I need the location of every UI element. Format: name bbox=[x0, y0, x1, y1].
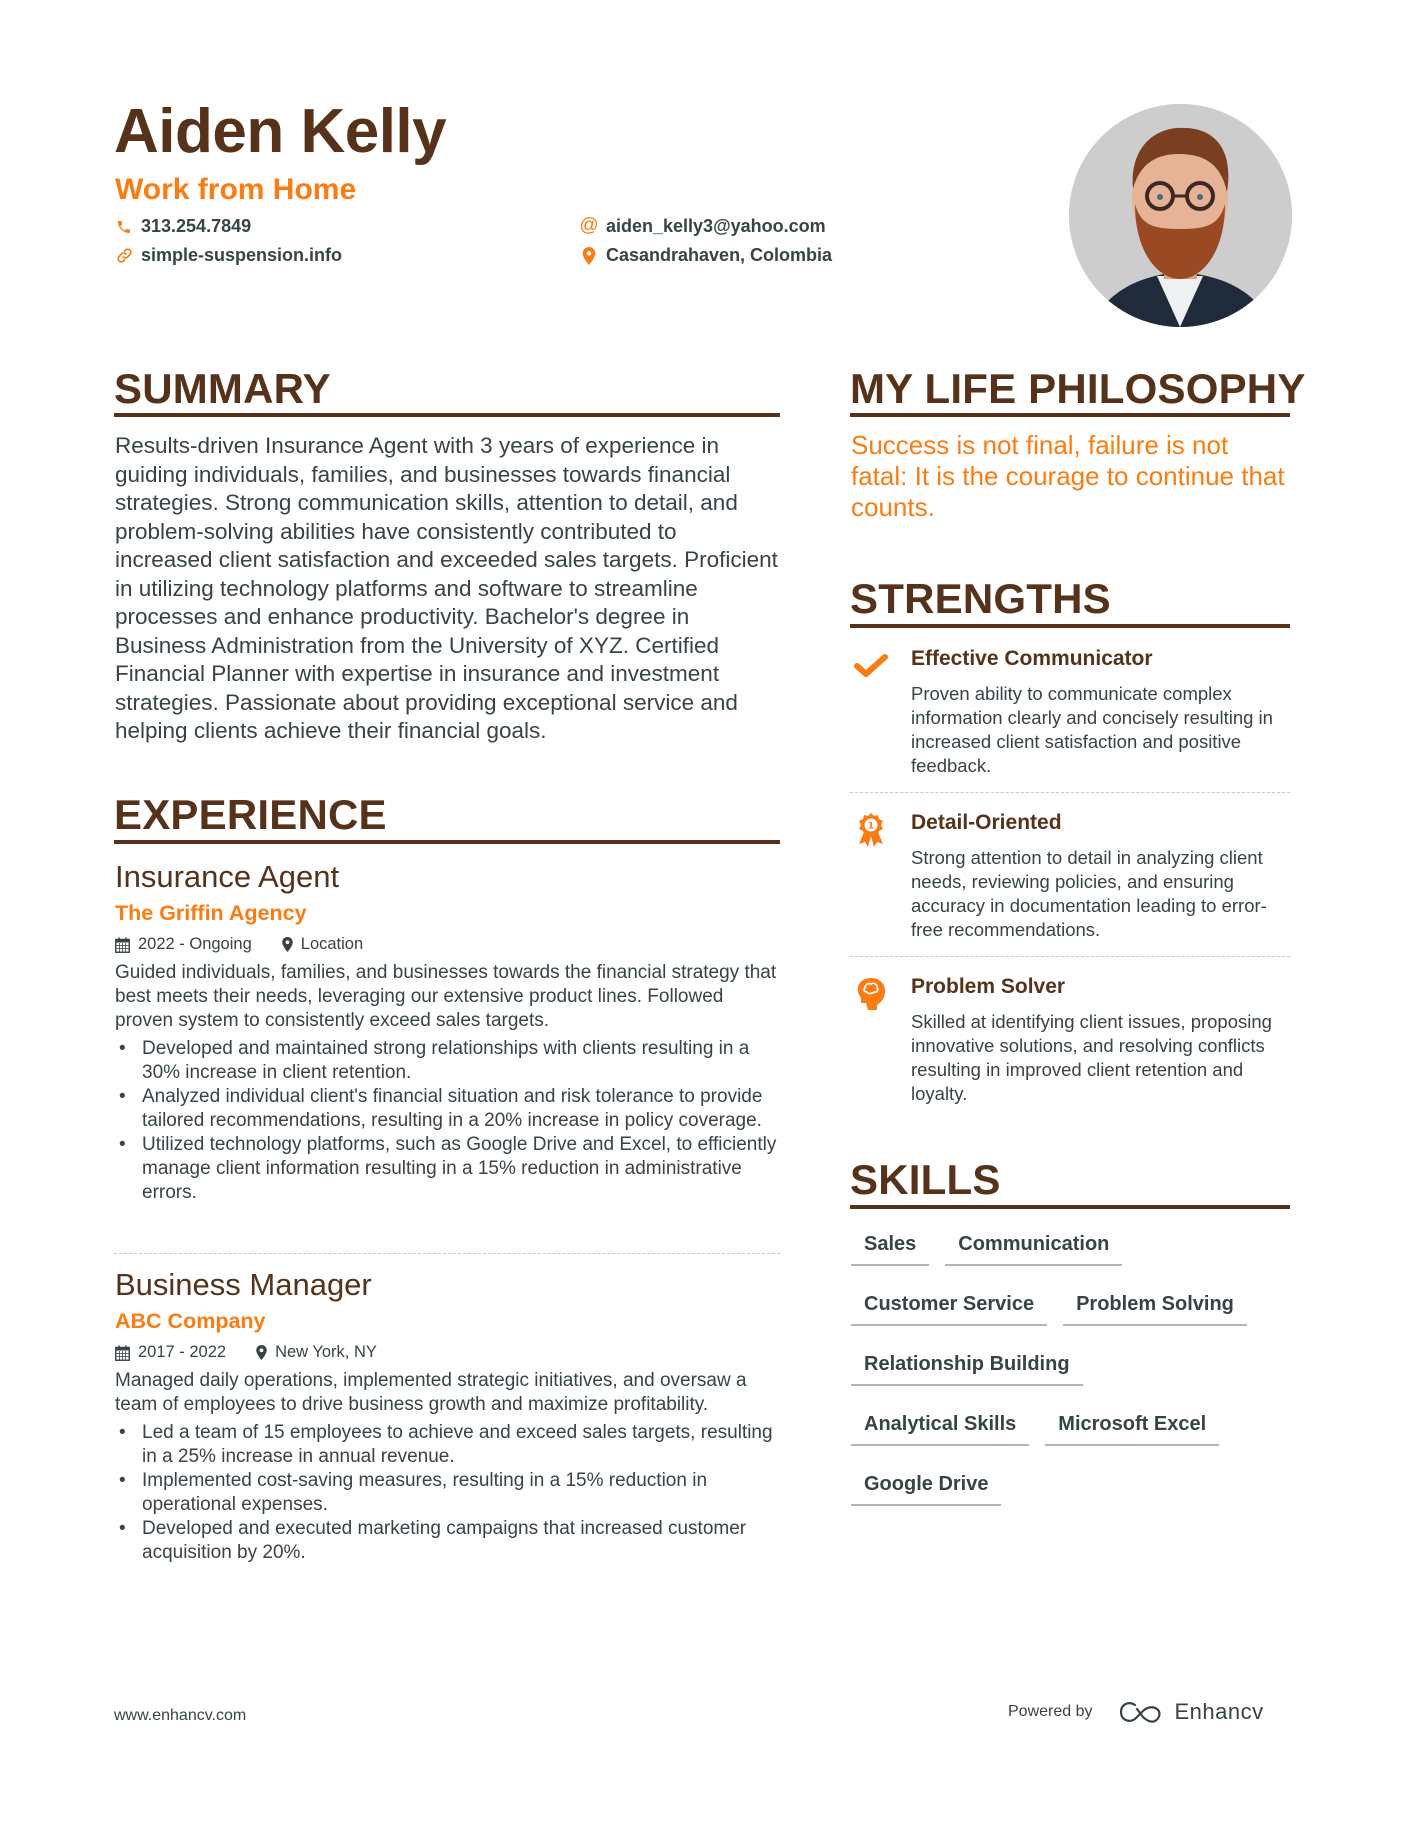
calendar-icon bbox=[115, 937, 130, 953]
skill-tag: Problem Solving bbox=[1063, 1286, 1247, 1326]
summary-divider bbox=[114, 413, 780, 417]
strengths-divider bbox=[850, 624, 1290, 628]
footer-website-link[interactable]: www.enhancv.com bbox=[114, 1707, 247, 1724]
job-role: Insurance Agent bbox=[115, 859, 340, 894]
job-description: Guided individuals, families, and businesses towards the financial strategy that best meets their needs, leveraging our extensive product lines. Followed proven system to consistently exceed sales targets. bbox=[115, 961, 777, 1031]
contact-website[interactable] bbox=[115, 245, 342, 267]
skills-heading: SKILLS bbox=[850, 1156, 1001, 1203]
footer-branding[interactable] bbox=[1008, 1699, 1264, 1725]
job-dates bbox=[115, 1343, 226, 1363]
strength-description: Proven ability to communicate complex information clearly and concisely resulting in increased client satisfaction and positive feedback. bbox=[911, 683, 1273, 777]
profile-photo bbox=[1069, 104, 1292, 327]
job-bullet: • Implemented cost-saving measures, resulting in a 15% reduction in operational expenses. bbox=[115, 1469, 780, 1517]
strength-item bbox=[851, 646, 1291, 778]
job-dates-text: 2017 - 2022 bbox=[138, 1342, 227, 1361]
summary-heading: SUMMARY bbox=[114, 365, 331, 412]
strength-item bbox=[851, 810, 1291, 942]
skills-divider bbox=[850, 1205, 1290, 1209]
job-dates bbox=[115, 935, 252, 955]
contact-email[interactable] bbox=[580, 216, 826, 238]
candidate-title: Work from Home bbox=[115, 173, 357, 206]
strength-title: Problem Solver bbox=[911, 975, 1066, 998]
job-bullets bbox=[115, 1421, 780, 1565]
phone-icon bbox=[115, 218, 133, 236]
philosophy-divider bbox=[850, 413, 1290, 417]
job-bullet: • Developed and executed marketing campaigns that increased customer acquisition by 20%. bbox=[115, 1517, 780, 1565]
strength-description: Strong attention to detail in analyzing client needs, reviewing policies, and ensuring accuracy in documentation leading to error-free recommendations. bbox=[911, 847, 1267, 941]
enhancv-logo bbox=[1119, 1699, 1264, 1725]
email-value: aiden_kelly3@yahoo.com bbox=[606, 216, 826, 236]
strength-item bbox=[851, 974, 1291, 1106]
strength-separator bbox=[850, 956, 1290, 957]
checkmark-icon bbox=[851, 646, 891, 686]
job-role: Business Manager bbox=[115, 1267, 372, 1302]
map-pin-icon bbox=[282, 937, 293, 952]
skill-tag: Communication bbox=[945, 1226, 1122, 1266]
skill-tag: Sales bbox=[851, 1226, 929, 1266]
strengths-heading: STRENGTHS bbox=[850, 575, 1111, 622]
enhancv-logo-icon bbox=[1119, 1700, 1165, 1724]
skill-tag: Customer Service bbox=[851, 1286, 1047, 1326]
skill-tag: Microsoft Excel bbox=[1045, 1406, 1219, 1446]
job-location bbox=[282, 935, 363, 955]
job-bullet: • Analyzed individual client's financial situation and risk tolerance to provide tailored recommendations, resulting in a 20% increase in policy coverage. bbox=[115, 1085, 780, 1133]
phone-value: 313.254.7849 bbox=[141, 216, 252, 236]
skill-tag: Analytical Skills bbox=[851, 1406, 1029, 1446]
job-location-text: New York, NY bbox=[275, 1342, 377, 1361]
job-meta bbox=[115, 1343, 780, 1363]
job-bullet: • Developed and maintained strong relationships with clients resulting in a 30% increase in client retention. bbox=[115, 1037, 780, 1085]
summary-text: Results-driven Insurance Agent with 3 years of experience in guiding individuals, families, and businesses towards financial strategies. Strong communication skills, attention to detail, and problem-solving abilities have consistently contributed to increased client satisfaction and exceeded sales targets. Proficient in utilizing technology platforms and software to streamline processes and enhance productivity. Bachelor's degree in Business Administration from the University of XYZ. Certified Financial Planner with expertise in insurance and investment strategies. Passionate about providing exceptional service and helping clients achieve their financial goals. bbox=[115, 433, 778, 743]
job-location-text: Location bbox=[300, 934, 364, 953]
experience-separator bbox=[114, 1253, 780, 1254]
job-bullets bbox=[115, 1037, 780, 1205]
contact-phone[interactable] bbox=[115, 216, 251, 238]
job-company: The Griffin Agency bbox=[115, 901, 307, 926]
website-value: simple-suspension.info bbox=[141, 245, 343, 265]
candidate-name: Aiden Kelly bbox=[114, 97, 447, 166]
job-bullet: • Led a team of 15 employees to achieve and exceed sales targets, resulting in a 25% increase in annual revenue. bbox=[115, 1421, 780, 1469]
location-value: Casandrahaven, Colombia bbox=[606, 245, 833, 265]
strength-title: Effective Communicator bbox=[911, 647, 1153, 670]
avatar-portrait bbox=[1069, 104, 1292, 327]
philosophy-quote: Success is not final, failure is not fatal: It is the courage to continue that counts. bbox=[851, 430, 1285, 522]
job-description: Managed daily operations, implemented strategic initiatives, and oversaw a team of employees to drive business growth and maximize profitability. bbox=[115, 1369, 747, 1415]
skill-tag: Relationship Building bbox=[851, 1346, 1083, 1386]
powered-by-label: Powered by bbox=[1008, 1703, 1093, 1720]
experience-item bbox=[115, 858, 780, 1205]
strength-title: Detail-Oriented bbox=[911, 811, 1062, 834]
job-meta bbox=[115, 935, 780, 955]
calendar-icon bbox=[115, 1345, 130, 1361]
experience-item bbox=[115, 1266, 780, 1565]
job-bullet: • Utilized technology platforms, such as Google Drive and Excel, to efficiently manage client information resulting in a 15% reduction in administrative errors. bbox=[115, 1133, 780, 1205]
map-pin-icon bbox=[256, 1345, 267, 1360]
svg-text:1: 1 bbox=[867, 821, 875, 832]
skill-tag: Google Drive bbox=[851, 1466, 1001, 1506]
philosophy-heading: MY LIFE PHILOSOPHY bbox=[850, 365, 1306, 412]
strength-description: Skilled at identifying client issues, proposing innovative solutions, and resolving conflicts resulting in improved client retention and loyalty. bbox=[911, 1011, 1272, 1105]
experience-divider bbox=[114, 840, 780, 844]
strength-separator bbox=[850, 792, 1290, 793]
map-pin-icon bbox=[580, 247, 598, 265]
skills-list bbox=[851, 1226, 1296, 1506]
award-ribbon-icon bbox=[851, 810, 891, 850]
link-icon bbox=[115, 247, 133, 265]
job-company: ABC Company bbox=[115, 1309, 266, 1334]
job-location bbox=[256, 1343, 377, 1363]
at-icon: @ bbox=[579, 215, 599, 237]
job-dates-text: 2022 - Ongoing bbox=[138, 934, 252, 953]
enhancv-brand-name: Enhancv bbox=[1174, 1699, 1264, 1724]
contact-location bbox=[580, 245, 832, 267]
head-brain-icon bbox=[851, 974, 891, 1014]
experience-heading: EXPERIENCE bbox=[114, 791, 387, 838]
